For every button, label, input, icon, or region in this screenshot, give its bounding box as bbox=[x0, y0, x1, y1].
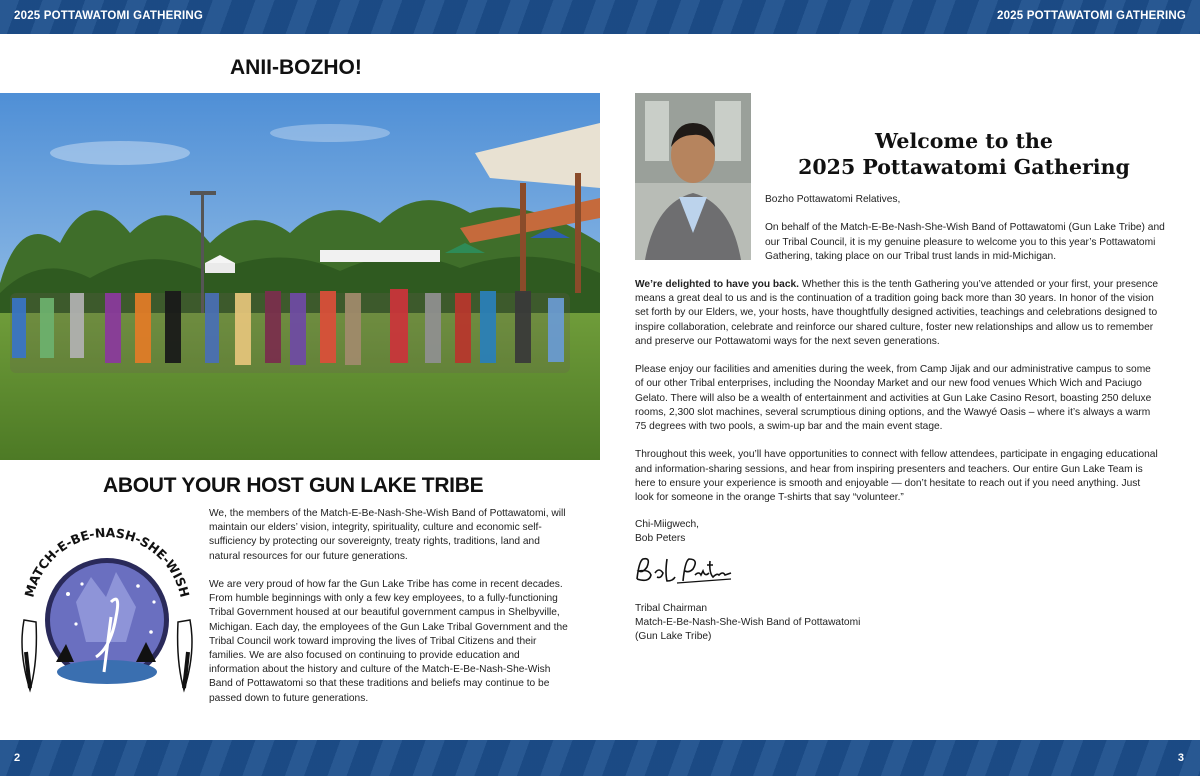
letter-paragraph-3: Throughout this week, you’ll have opportunities to connect with fellow attendees, participate in engaging educational and information-sharing sessions, and hear from inspiring presenters and teachers. Our entire Gun Lake Team is here to ensure your experience is smooth and enjoyable — don’t hesitate to reach out if you need anything. Just look for someone in the orange T-shirts that say “volunteer.” bbox=[635, 449, 1158, 504]
sign-off bbox=[635, 518, 699, 546]
bottom-footer-band bbox=[0, 740, 1200, 776]
signer-title-block bbox=[635, 602, 860, 645]
about-text bbox=[209, 507, 569, 720]
about-heading: ABOUT YOUR HOST GUN LAKE TRIBE bbox=[103, 474, 484, 497]
signer-organization: Match-E-Be-Nash-She-Wish Band of Pottawatomi bbox=[635, 617, 861, 629]
header-title-left: 2025 POTTAWATOMI GATHERING bbox=[14, 10, 204, 22]
chairman-portrait bbox=[635, 93, 751, 260]
header-title-right: 2025 POTTAWATOMI GATHERING bbox=[996, 10, 1186, 22]
page-number-right: 3 bbox=[1177, 752, 1184, 764]
logo-arc-text: MATCH-E-BE-NASH-SHE-WISH bbox=[21, 524, 193, 599]
greeting-block bbox=[765, 193, 1165, 278]
page-number-left: 2 bbox=[14, 752, 21, 764]
portrait-illustration bbox=[635, 93, 751, 260]
group-photo-illustration bbox=[0, 93, 600, 460]
letter-paragraph-1 bbox=[635, 278, 1160, 349]
signature bbox=[633, 553, 733, 587]
welcome-title-line-1: Welcome to the bbox=[875, 129, 1053, 153]
closing: Chi-Miigwech, bbox=[635, 519, 699, 530]
letter-paragraph-2: Please enjoy our facilities and amenities during the week, from Camp Jijak and our administrative campus to some of our other Tribal enterprises, including the Noonday Market and our new food venues Which Wich and Paciugo Gelato. There will also be a wealth of entertainment and activities at Gun Lake Casino Resort, boasting 250 deluxe rooms, 2,300 slot machines, several scrumptious dining options, and the Wawyé Oasis – where it’s always a warm 75 degrees with two pools, a swim-up bar and the main event stage. bbox=[635, 364, 1152, 433]
welcome-title-line-2: 2025 Pottawatomi Gathering bbox=[798, 155, 1130, 179]
intro-paragraph: On behalf of the Match-E-Be-Nash-She-Wish Band of Pottawatomi (Gun Lake Tribe) and our Tribal Council, it is my genuine pleasure to welcome you to this year’s Pottawatomi Gathering, taking place on our Tribal trust lands in mid-Michigan. bbox=[765, 222, 1165, 262]
tribe-seal-icon bbox=[16, 522, 198, 698]
about-paragraph-2: We are very proud of how far the Gun Lake Tribe has come in recent decades. From humble beginnings with only a few key employees, to a fully-functioning Tribal Government housed at our beautiful government campus in Shelbyville, Michigan. Each day, the employees of the Gun Lake Tribal Government and the Tribal Council work toward improving the lives of Tribal Citizens and their families. We are also focused on continuing to provide education and information about the history and culture of the Match-E-Be-Nash-She-Wish Band of Pottawatomi so that these traditions and beliefs may continue to be passed down to future generations. bbox=[209, 579, 568, 704]
top-header-band bbox=[0, 0, 1200, 34]
tribe-logo bbox=[16, 522, 198, 698]
handwritten-signature-icon bbox=[633, 553, 733, 587]
letter-lead: We’re delighted to have you back. bbox=[635, 279, 799, 290]
left-page-heading: ANII-BOZHO! bbox=[230, 56, 362, 79]
signer-role: Tribal Chairman bbox=[635, 603, 708, 614]
greeting: Bozho Pottawatomi Relatives, bbox=[765, 194, 901, 205]
letter-paragraph-1-rest: Whether this is the tenth Gathering you’ve attended or your first, your presence means a great deal to us and is the continuation of a tradition going back more than 30 years. In honor of the vision set forth by our Elders, we, your hosts, have thoughtfully designed activities, teachings and celebrations designed to inspire collaboration, celebrate and reinforce our shared culture, foster new relationships and allow us to remember and preserve our Pottawatomi ways for the next seven generations. bbox=[635, 279, 1159, 347]
letter-body bbox=[635, 278, 1160, 519]
about-paragraph-1: We, the members of the Match-E-Be-Nash-She-Wish Band of Pottawatomi, will maintain our elders’ vision, integrity, spirituality, culture and economic self-sufficiency by protecting our sovereignty, treaty rights, traditions, land and natural resources for our future generations. bbox=[209, 508, 566, 562]
signer-organization-short: (Gun Lake Tribe) bbox=[635, 631, 712, 643]
welcome-title bbox=[790, 128, 1138, 180]
group-photo bbox=[0, 93, 600, 460]
signer-name: Bob Peters bbox=[635, 533, 686, 545]
